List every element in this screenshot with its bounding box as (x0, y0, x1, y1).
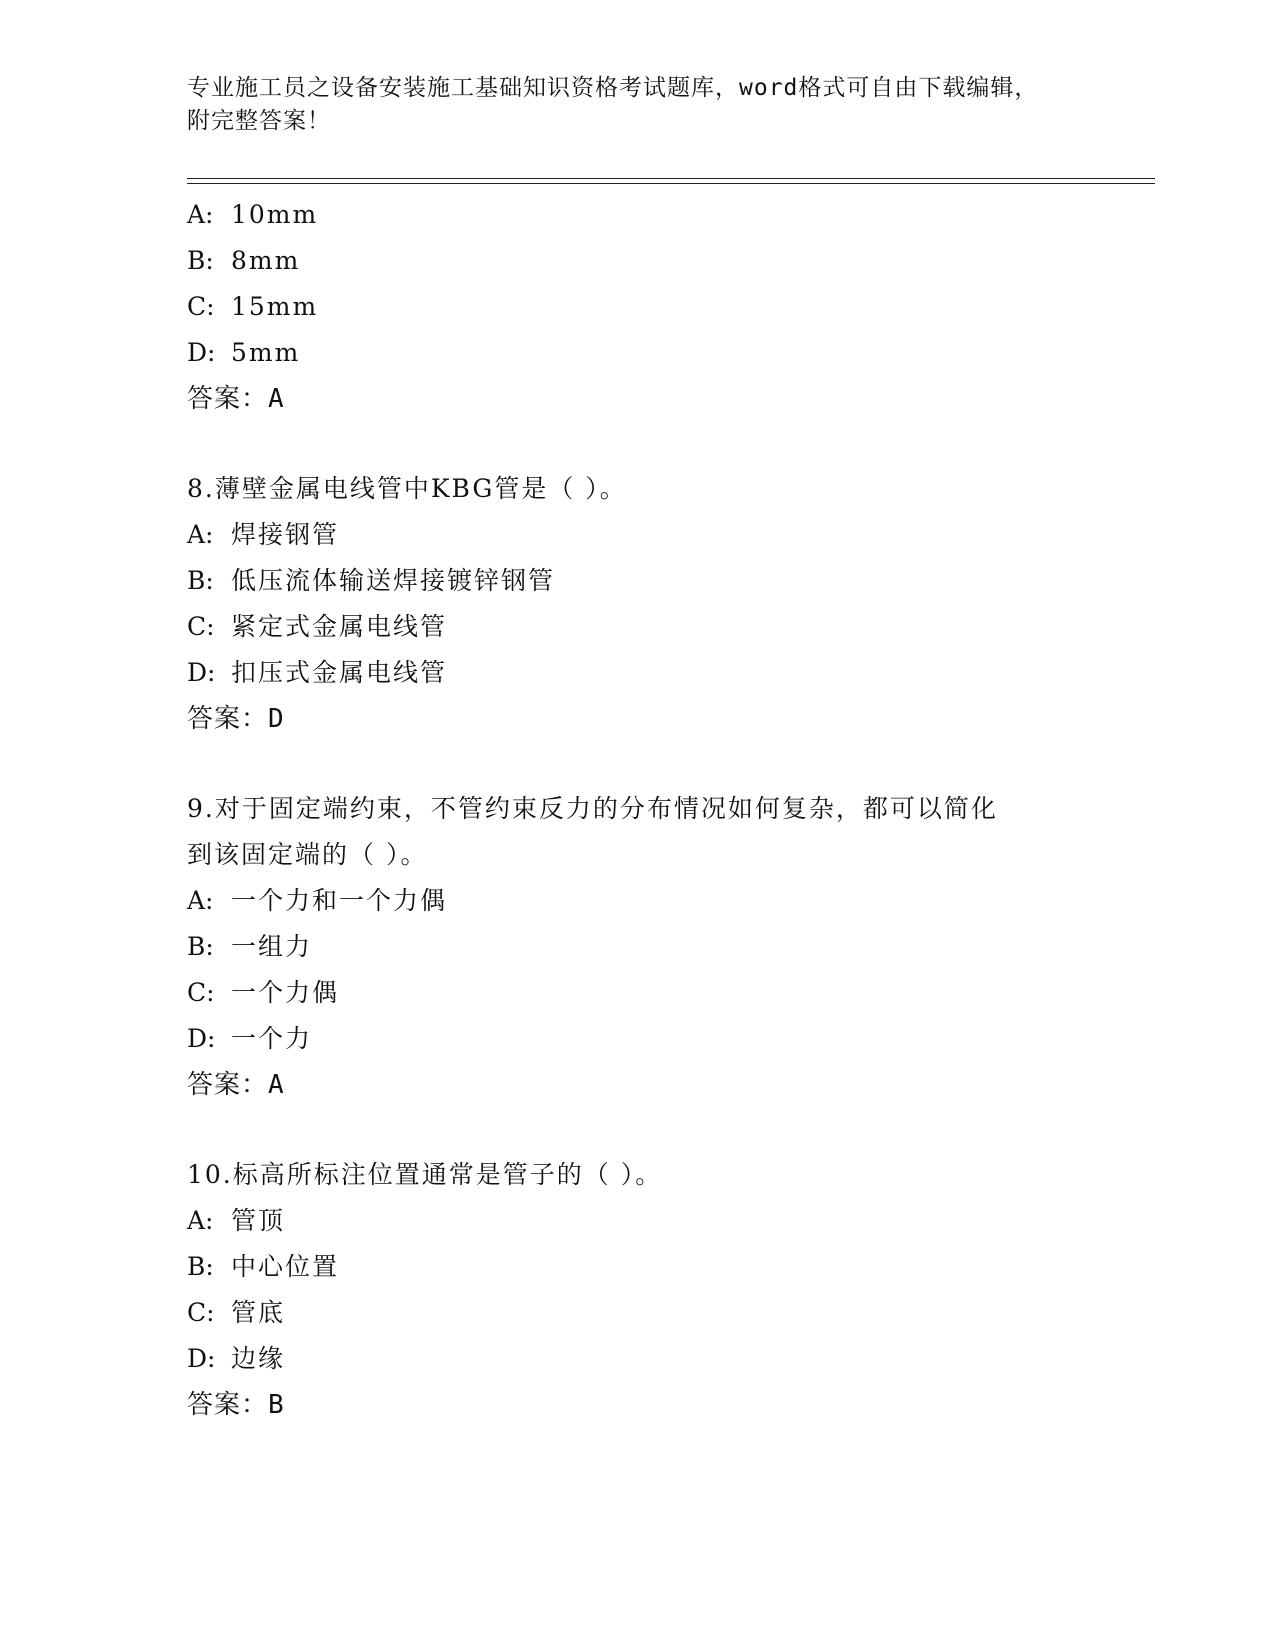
option-text: 8mm (231, 246, 301, 275)
option-text: 5mm (231, 338, 301, 367)
option-label: D: (187, 338, 216, 367)
option-text: 一个力偶 (231, 978, 340, 1007)
option-text: 中心位置 (231, 1252, 340, 1281)
question-stem (187, 786, 1147, 878)
question-block-9 (187, 786, 1147, 1108)
option-text: 管顶 (231, 1206, 286, 1235)
option-label: A: (187, 1206, 214, 1235)
option-label: A: (187, 520, 214, 549)
option-text: 边缘 (231, 1344, 286, 1373)
question-block-8 (187, 466, 1147, 742)
answer-value: A (268, 384, 285, 414)
option-d (187, 330, 1147, 376)
option-text: 15mm (231, 292, 319, 321)
question-list (187, 192, 1147, 1428)
question-spacer (187, 1108, 1147, 1152)
option-c (187, 284, 1147, 330)
option-text: 一组力 (231, 932, 313, 961)
answer-line (187, 696, 1147, 742)
question-block-10 (187, 1152, 1147, 1428)
answer-value: D (268, 704, 285, 734)
option-c (187, 1290, 1147, 1336)
option-label: C: (187, 292, 215, 321)
option-b (187, 1244, 1147, 1290)
option-label: D: (187, 1344, 216, 1373)
option-label: C: (187, 612, 215, 641)
option-text: 管底 (231, 1298, 286, 1327)
answer-label: 答案： (187, 1070, 269, 1100)
option-b (187, 558, 1147, 604)
option-label: C: (187, 1298, 215, 1327)
option-b (187, 238, 1147, 284)
option-label: B: (187, 246, 214, 275)
question-spacer (187, 742, 1147, 786)
option-text: 一个力 (231, 1024, 313, 1053)
answer-label: 答案： (187, 704, 269, 734)
question-spacer (187, 422, 1147, 466)
option-b (187, 924, 1147, 970)
header-divider-top (187, 178, 1155, 179)
option-d (187, 650, 1147, 696)
answer-label: 答案： (187, 1390, 269, 1420)
option-label: B: (187, 1252, 214, 1281)
option-label: D: (187, 658, 216, 687)
question-stem: 8.薄壁金属电线管中KBG管是（ ）。 (187, 474, 627, 503)
header-title-line-2: 附完整答案！ (187, 108, 331, 134)
option-a (187, 878, 1147, 924)
answer-line (187, 1382, 1147, 1428)
document-header (187, 72, 1087, 138)
option-a (187, 192, 1147, 238)
option-a (187, 1198, 1147, 1244)
option-text: 低压流体输送焊接镀锌钢管 (231, 566, 556, 595)
option-text: 一个力和一个力偶 (231, 886, 448, 915)
option-c (187, 970, 1147, 1016)
question-stem: 10.标高所标注位置通常是管子的（ ）。 (187, 1160, 663, 1189)
question-stem-line-2: 到该固定端的（ ）。 (187, 840, 428, 869)
option-text: 紧定式金属电线管 (231, 612, 448, 641)
header-title-line-1: 专业施工员之设备安装施工基础知识资格考试题库，word格式可自由下载编辑， (187, 75, 1039, 101)
option-a (187, 512, 1147, 558)
option-label: B: (187, 566, 214, 595)
question-stem-line-1: 9.对于固定端约束，不管约束反力的分布情况如何复杂，都可以简化 (187, 794, 998, 823)
option-text: 焊接钢管 (231, 520, 340, 549)
option-label: B: (187, 932, 214, 961)
option-d (187, 1016, 1147, 1062)
option-c (187, 604, 1147, 650)
option-label: A: (187, 886, 214, 915)
question-block-7 (187, 192, 1147, 422)
option-text: 扣压式金属电线管 (231, 658, 448, 687)
option-label: A: (187, 200, 214, 229)
option-d (187, 1336, 1147, 1382)
answer-label: 答案： (187, 384, 269, 414)
option-text: 10mm (231, 200, 319, 229)
answer-line (187, 1062, 1147, 1108)
option-label: C: (187, 978, 215, 1007)
header-divider-bottom (187, 183, 1155, 184)
answer-value: A (268, 1070, 285, 1100)
answer-value: B (268, 1390, 285, 1420)
answer-line (187, 376, 1147, 422)
option-label: D: (187, 1024, 216, 1053)
